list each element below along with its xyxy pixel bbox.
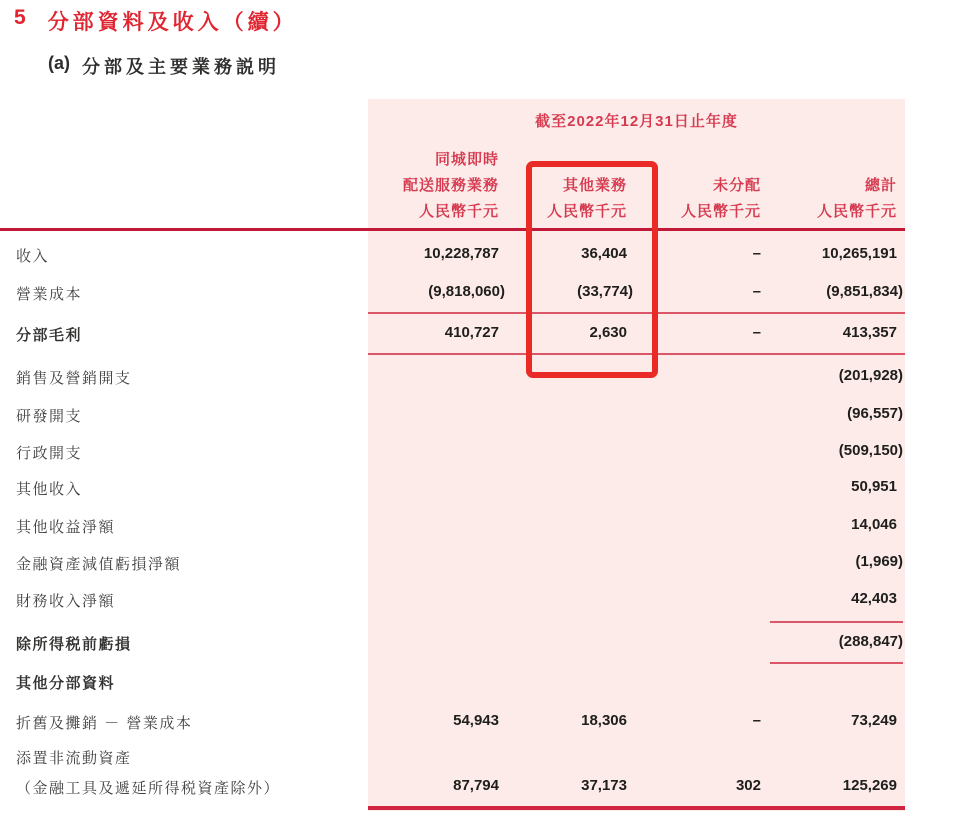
pretax-loss-bottom-rule: [770, 662, 903, 664]
subsection-heading: [48, 53, 280, 79]
column-highlight-box: [526, 161, 658, 378]
col4-header-line2: 總計: [864, 177, 897, 194]
pretax-loss-top-rule: [770, 621, 903, 623]
col1-header-line1: 同城即時: [434, 151, 499, 168]
period-header: 截至2022年12月31日止年度: [535, 113, 738, 130]
row-label: 研發開支: [16, 408, 83, 425]
table-row: [0, 367, 970, 387]
row-value: 410,727: [444, 324, 499, 341]
row-value: 302: [735, 777, 761, 794]
row-label: （金融工具及遞延所得税資產除外）: [16, 780, 281, 797]
row-value: 10,228,787: [423, 245, 499, 262]
row-value: 50,951: [851, 478, 897, 495]
table-row: [0, 633, 970, 653]
row-label: 其他收益淨額: [16, 519, 116, 536]
section-heading: [14, 6, 298, 36]
col1-header-unit: 人民幣千元: [418, 203, 499, 220]
row-label: 除所得税前虧損: [16, 636, 132, 653]
row-value: 10,265,191: [821, 245, 897, 262]
subsection-label: (a): [48, 53, 70, 73]
row-value: 413,357: [842, 324, 897, 341]
row-label: 金融資產減值虧損淨額: [16, 556, 182, 573]
row-value: –: [752, 324, 761, 341]
row-label: 其他收入: [16, 481, 83, 498]
table-row: [0, 245, 970, 265]
row-value: –: [752, 283, 761, 300]
row-value: 37,173: [581, 777, 627, 794]
row-label: 銷售及營銷開支: [16, 370, 132, 387]
col1-header-line2: 配送服務業務: [402, 177, 499, 194]
table-row-label-line1: [0, 747, 970, 767]
row-value: (509,150): [838, 442, 903, 459]
row-value: (96,557): [847, 405, 903, 422]
section-number: 5: [14, 6, 26, 29]
table-bottom-rule: [368, 806, 905, 810]
col3-header-line2: 未分配: [712, 177, 761, 194]
col2-header-unit: 人民幣千元: [546, 203, 627, 220]
row-label: 營業成本: [16, 286, 83, 303]
row-value: (9,818,060): [428, 283, 505, 300]
row-label: 其他分部資料: [16, 675, 116, 692]
row-label: 添置非流動資產: [16, 750, 132, 767]
table-row: [0, 283, 970, 303]
row-value: 87,794: [453, 777, 499, 794]
table-row: [0, 478, 970, 498]
table-row: [0, 442, 970, 462]
col2-header-line2: 其他業務: [562, 177, 627, 194]
col4-header-unit: 人民幣千元: [816, 203, 897, 220]
section-title: 分部資料及收入（續）: [47, 11, 298, 34]
row-value: (9,851,834): [826, 283, 903, 300]
row-value: (201,928): [838, 367, 903, 384]
row-value: 125,269: [842, 777, 897, 794]
row-label: 分部毛利: [16, 327, 83, 344]
table-row: [0, 324, 970, 344]
row-value: 2,630: [589, 324, 627, 341]
row-value: 36,404: [581, 245, 627, 262]
row-label: 財務收入淨額: [16, 593, 116, 610]
row-value: (1,969): [855, 553, 903, 570]
row-value: 54,943: [453, 712, 499, 729]
table-row: [0, 405, 970, 425]
table-row: [0, 777, 970, 797]
subsection-title: 分部及主要業務説明: [82, 57, 280, 77]
row-value: 73,249: [851, 712, 897, 729]
row-value: –: [752, 245, 761, 262]
table-row: [0, 553, 970, 573]
table-row: [0, 516, 970, 536]
table-row: [0, 712, 970, 732]
row-value: (288,847): [838, 633, 903, 650]
row-label: 行政開支: [16, 445, 83, 462]
row-value: 42,403: [851, 590, 897, 607]
row-value: –: [752, 712, 761, 729]
row-value: 14,046: [851, 516, 897, 533]
table-section-row: [0, 672, 970, 692]
row-label: 折舊及攤銷 － 營業成本: [16, 715, 193, 732]
row-label: 收入: [16, 248, 50, 265]
row-value: (33,774): [577, 283, 633, 300]
col3-header-unit: 人民幣千元: [680, 203, 761, 220]
table-row: [0, 590, 970, 610]
header-separator-rule: [0, 228, 905, 231]
row-value: 18,306: [581, 712, 627, 729]
